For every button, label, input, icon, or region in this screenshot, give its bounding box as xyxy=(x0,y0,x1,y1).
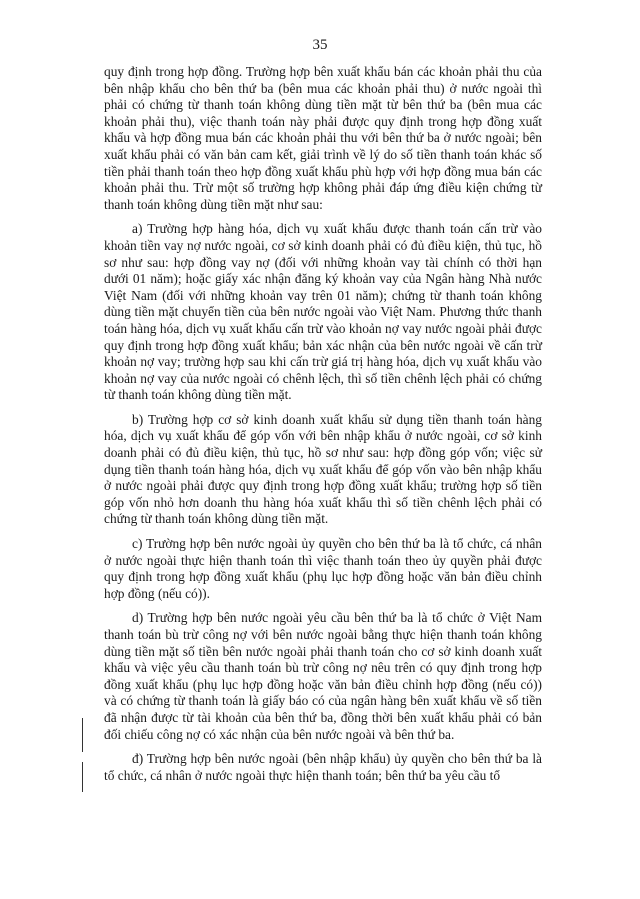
page-number: 35 xyxy=(312,37,328,53)
paragraph-b: b) Trường hợp cơ sở kinh doanh xuất khẩu sử dụng tiền thanh toán hàng hóa, dịch vụ xuất khẩu để góp vốn với bên nhập khẩu ở nước ngoài, cơ sở kinh doanh phải có đủ điều kiện, thủ tục, hồ sơ như sau: hợp đồng góp vốn; việc sử dụng tiền thanh toán hàng hóa, dịch vụ xuất khẩu để góp vốn vào bên nhập khẩu ở nước ngoài phải được quy định trong hợp đồng xuất khẩu; trường hợp số tiền góp vốn nhỏ hơn doanh thu hàng hóa xuất khẩu thì số tiền chênh lệch phải có chứng từ thanh toán không dùng tiền mặt. xyxy=(104,411,542,527)
document-body xyxy=(104,64,542,792)
paragraph-a: a) Trường hợp hàng hóa, dịch vụ xuất khẩu được thanh toán cấn trừ vào khoản tiền vay nợ nước ngoài, cơ sở kinh doanh phải có đủ điều kiện, thủ tục, hồ sơ như sau: hợp đồng vay nợ (đối với những khoản vay tài chính có thời hạn dưới 01 năm); hoặc giấy xác nhận đăng ký khoản vay của Ngân hàng Nhà nước Việt Nam (đối với những khoản vay trên 01 năm); chứng từ thanh toán không dùng tiền mặt chuyển tiền của bên nước ngoài vào Việt Nam. Phương thức thanh toán hàng hóa, dịch vụ xuất khẩu cấn trừ vào khoản nợ vay nước ngoài phải được quy định trong hợp đồng xuất khẩu; bản xác nhận của bên nước ngoài về cấn trừ khoản nợ vay; trường hợp sau khi cấn trừ giá trị hàng hóa, dịch vụ xuất khẩu vào khoản nợ vay của nước ngoài có chênh lệch, thì số tiền chênh lệch phải có chứng từ thanh toán không dùng tiền mặt. xyxy=(104,221,542,403)
paragraph-intro: quy định trong hợp đồng. Trường hợp bên xuất khẩu bán các khoản phải thu của bên nhập khẩu cho bên thứ ba (bên mua các khoản phải thu) ở nước ngoài thì phải có chứng từ thanh toán không dùng tiền mặt từ bên thứ ba (bên mua các khoản phải thu), việc thanh toán này phải được quy định trong hợp đồng xuất khẩu và hợp đồng mua bán các khoản phải thu với bên thứ ba ở nước ngoài; bên xuất khẩu phải có văn bản cam kết, giải trình về lý do số tiền thanh toán khác số tiền phải thanh toán theo hợp đồng xuất khẩu phù hợp với hợp đồng mua bán các khoản phải thu. Trừ một số trường hợp không phải đáp ứng điều kiện chứng từ thanh toán không dùng tiền mặt như sau: xyxy=(104,64,542,212)
paragraph-c: c) Trường hợp bên nước ngoài ủy quyền cho bên thứ ba là tổ chức, cá nhân ở nước ngoài thực hiện thanh toán thì việc thanh toán theo ủy quyền phải được quy định trong hợp đồng xuất khẩu (phụ lục hợp đồng hoặc văn bản điều chỉnh hợp đồng (nếu có)). xyxy=(104,536,542,601)
paragraph-d: d) Trường hợp bên nước ngoài yêu cầu bên thứ ba là tổ chức ở Việt Nam thanh toán bù trừ công nợ với bên nước ngoài bằng thực hiện thanh toán không dùng tiền mặt số tiền bên nước ngoài phải thanh toán cho cơ sở kinh doanh xuất khẩu và việc yêu cầu thanh toán bù trừ công nợ nêu trên có quy định trong hợp đồng xuất khẩu (phụ lục hợp đồng hoặc văn bản điều chỉnh hợp đồng (nếu có)) và có chứng từ thanh toán là giấy báo có của ngân hàng bên xuất khẩu về số tiền đã nhận được từ tài khoản của bên thứ ba, đồng thời bên xuất khẩu phải có bản đối chiếu công nợ có xác nhận của bên nước ngoài và bên thứ ba. xyxy=(104,610,542,742)
paragraph-dd: đ) Trường hợp bên nước ngoài (bên nhập khẩu) ủy quyền cho bên thứ ba là tổ chức, cá nhân ở nước ngoài thực hiện thanh toán; bên thứ ba yêu cầu tổ xyxy=(104,751,542,783)
margin-revision-mark xyxy=(82,718,83,752)
margin-revision-mark xyxy=(82,762,83,792)
